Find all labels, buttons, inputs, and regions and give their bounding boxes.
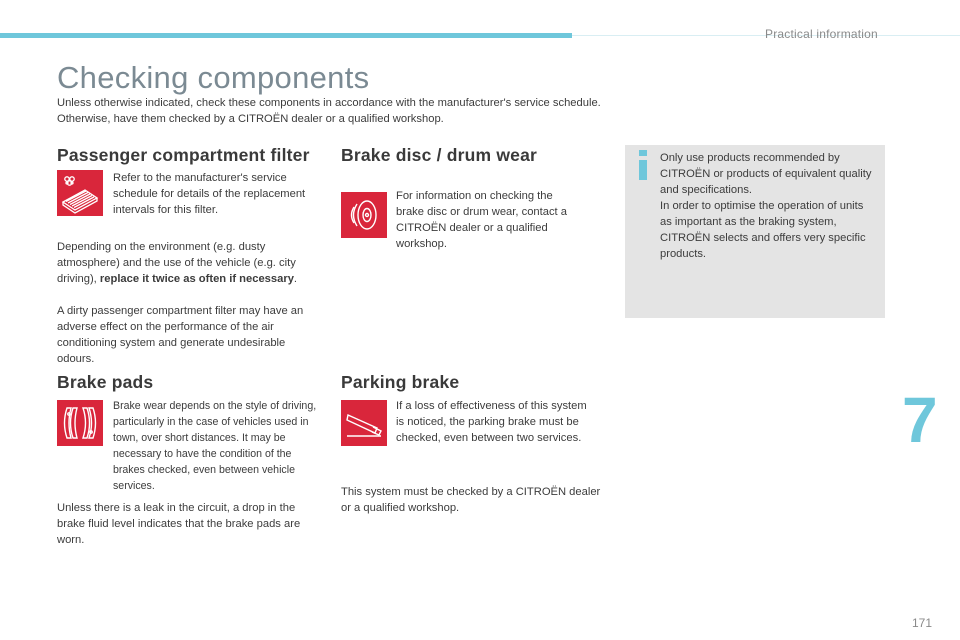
info-text xyxy=(660,150,875,262)
page-number: 171 xyxy=(912,616,933,630)
info-text-1: Only use products recommended by CITROËN or products of equivalent quality and specifications. xyxy=(660,152,872,196)
brake-disc-heading: Brake disc / drum wear xyxy=(341,145,538,165)
header-accent-bar xyxy=(0,33,572,38)
intro-text xyxy=(57,95,697,127)
brake-disc-icon xyxy=(341,192,387,238)
page-title: Checking components xyxy=(57,60,370,95)
parking-brake-icon-text: If a loss of effectiveness of this system is noticed, the parking brake must be checked, even between two services. xyxy=(396,400,587,444)
air-filter-icon xyxy=(57,170,103,216)
info-icon xyxy=(636,150,650,180)
parking-brake-heading: Parking brake xyxy=(341,372,460,392)
cabin-filter-body-post: . xyxy=(293,273,298,285)
cabin-filter-body-2: A dirty passenger compartment filter may have an adverse effect on the performance of the air conditioning system and generate undesirable odours. xyxy=(57,305,304,365)
parking-brake-icon xyxy=(341,400,387,446)
cabin-filter-icon-text: Refer to the manufacturer's service schedule for details of the replacement intervals for this filter. xyxy=(113,172,306,216)
cabin-filter-body-bold: replace it twice as often if necessary xyxy=(99,273,294,285)
cabin-filter-body-pre: Depending on the environment (e.g. dusty atmosphere) and the use of the vehicle (e.g. city driving), xyxy=(57,241,296,285)
info-text-2: In order to optimise the operation of units as important as the braking system, CITROËN selects and offers very specific products. xyxy=(660,200,866,260)
cabin-filter-body xyxy=(57,239,319,287)
brake-pads-heading: Brake pads xyxy=(57,372,154,392)
section-label: Practical information xyxy=(765,27,878,41)
intro-line-2: Otherwise, have them checked by a CITROËN dealer or a qualified workshop. xyxy=(57,113,444,125)
brake-disc-icon-text: For information on checking the brake disc or drum wear, contact a CITROËN dealer or a qualified workshop. xyxy=(396,190,567,250)
cabin-filter-heading: Passenger compartment filter xyxy=(57,145,310,165)
brake-pads-icon xyxy=(57,400,103,446)
brake-pads-body: Unless there is a leak in the circuit, a drop in the brake fluid level indicates that the brake pads are worn. xyxy=(57,502,301,546)
chapter-number: 7 xyxy=(902,384,938,456)
brake-pads-icon-text: Brake wear depends on the style of driving, particularly in the case of vehicles used in town, over short distances. It may be necessary to have the condition of the brakes checked, even between vehicle services. xyxy=(113,400,317,492)
parking-brake-body: This system must be checked by a CITROËN dealer or a qualified workshop. xyxy=(341,486,601,514)
intro-line-1: Unless otherwise indicated, check these components in accordance with the manufacturer's service schedule. xyxy=(57,97,601,109)
